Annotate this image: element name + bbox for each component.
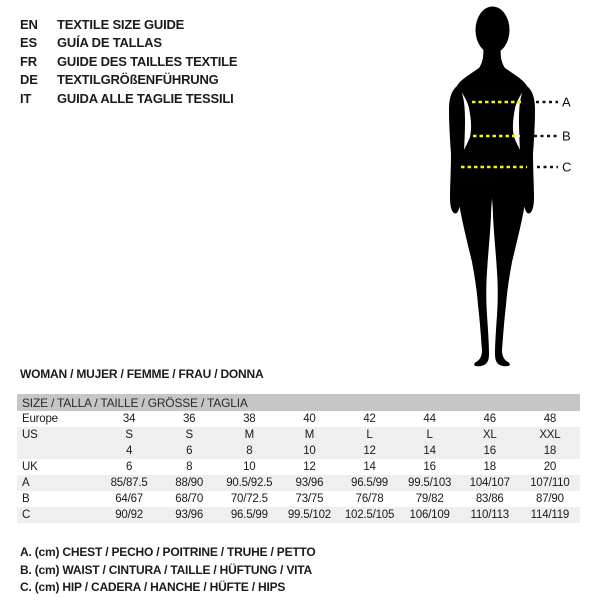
table-row	[17, 427, 580, 443]
table-row	[17, 411, 580, 427]
size-cell: 6	[159, 443, 219, 459]
size-cell: 16	[423, 461, 436, 473]
size-cell: 93/96	[279, 475, 339, 491]
language-guide-title: GUIDE DES TAILLES TEXTILE	[57, 53, 238, 69]
size-cell: S	[159, 427, 219, 443]
size-cell: XXL	[520, 427, 580, 443]
size-cell: 85/87.5	[99, 475, 159, 491]
legend-line: C. (cm) HIP / CADERA / HANCHE / HÜFTE / HIPS	[20, 580, 286, 594]
size-cell: 18	[520, 443, 580, 459]
language-code: EN	[20, 16, 38, 32]
size-cell: 6	[125, 461, 133, 473]
size-cell: 76/78	[355, 493, 384, 505]
hip-line-label: C	[562, 159, 572, 175]
size-cell: 34	[122, 413, 136, 425]
size-cell: 104/107	[460, 475, 520, 491]
language-code: FR	[20, 53, 37, 69]
language-guide-title: TEXTILE SIZE GUIDE	[57, 16, 185, 32]
size-cell: 90.5/92.5	[219, 475, 279, 491]
size-table	[17, 394, 580, 523]
size-cell: 99.5/102	[279, 507, 339, 523]
size-cell: 90/92	[99, 507, 159, 523]
size-table-header: SIZE / TALLA / TAILLE / GRÖSSE / TAGLIA	[17, 394, 580, 411]
legend-line: A. (cm) CHEST / PECHO / POITRINE / TRUHE / PETTO	[20, 545, 316, 559]
size-cell: 16	[460, 443, 520, 459]
size-cell: M	[279, 427, 339, 443]
section-title: WOMAN / MUJER / FEMME / FRAU / DONNA	[20, 367, 264, 381]
size-cell: 4	[99, 443, 159, 459]
size-cell: 38	[243, 413, 256, 425]
size-table-body	[17, 411, 580, 523]
size-cell: 46	[483, 413, 496, 425]
size-cell: 44	[423, 413, 436, 425]
silhouette-body	[457, 45, 527, 366]
row-label: Europe	[22, 413, 58, 425]
size-cell: 99.5/103	[400, 475, 460, 491]
size-cell: 12	[303, 461, 316, 473]
row-label: A	[17, 475, 99, 491]
table-row	[17, 491, 580, 507]
size-cell: 102.5/105	[339, 507, 399, 523]
size-cell: 10	[243, 461, 256, 473]
size-cell: L	[339, 427, 399, 443]
size-cell: 110/113	[460, 507, 520, 523]
language-guide-title: TEXTILGRÖßENFÜHRUNG	[57, 72, 219, 88]
size-cell: 10	[279, 443, 339, 459]
size-cell: 106/109	[400, 507, 460, 523]
size-cell: 48	[543, 413, 557, 425]
size-cell: 12	[339, 443, 399, 459]
table-row	[17, 459, 580, 475]
size-cell: 70/72.5	[230, 493, 268, 505]
language-guide-title: GUIDA ALLE TAGLIE TESSILI	[57, 90, 234, 106]
measurement-legend	[20, 545, 316, 598]
language-code: DE	[20, 72, 38, 88]
size-cell: 68/70	[175, 493, 204, 505]
size-cell: 8	[219, 443, 279, 459]
size-cell: 73/75	[295, 493, 324, 505]
size-cell: 83/86	[475, 493, 504, 505]
size-cell: 14	[363, 461, 376, 473]
size-cell: 42	[363, 413, 376, 425]
size-cell: 8	[186, 461, 193, 473]
size-cell: 96.5/99	[339, 475, 399, 491]
size-cell: 14	[400, 443, 460, 459]
size-cell: L	[400, 427, 460, 443]
row-label: C	[17, 507, 99, 523]
size-cell: 88/90	[159, 475, 219, 491]
row-label: US	[17, 427, 99, 443]
size-cell: 36	[182, 413, 196, 425]
size-table-header-row	[17, 394, 580, 411]
size-cell: 114/119	[520, 507, 580, 523]
size-cell: 18	[483, 461, 496, 473]
table-row	[17, 475, 580, 491]
language-code: IT	[20, 90, 32, 106]
waist-line-label: B	[562, 128, 571, 144]
size-cell: 40	[303, 413, 316, 425]
size-cell: 96.5/99	[219, 507, 279, 523]
chest-line-label: A	[562, 94, 571, 110]
row-label: UK	[22, 461, 38, 473]
table-row	[17, 443, 580, 459]
size-cell: 87/90	[536, 493, 564, 505]
size-cell: M	[219, 427, 279, 443]
size-cell: 64/67	[115, 493, 143, 505]
size-cell: 79/82	[415, 493, 444, 505]
size-cell: 93/96	[159, 507, 219, 523]
size-cell: 20	[543, 461, 557, 473]
size-cell: XL	[460, 427, 520, 443]
size-cell: 107/110	[520, 475, 580, 491]
legend-line: B. (cm) WAIST / CINTURA / TAILLE / HÜFTUNG / VITA	[20, 562, 312, 577]
row-label	[17, 443, 99, 459]
language-guide-title: GUÍA DE TALLAS	[57, 35, 162, 51]
size-cell: S	[99, 427, 159, 443]
row-label: B	[22, 493, 30, 505]
table-row	[17, 507, 580, 523]
language-code: ES	[20, 35, 37, 51]
